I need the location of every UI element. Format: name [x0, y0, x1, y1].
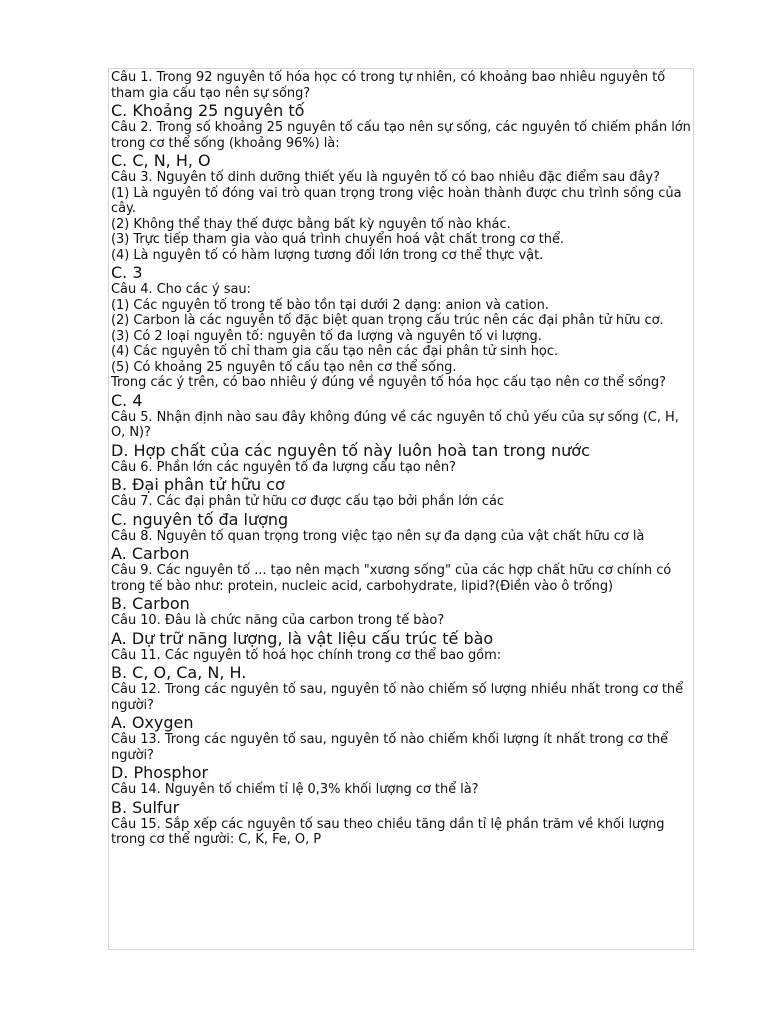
question-11: Câu 11. Các nguyên tố hoá học chính trong cơ thể bao gồm: [111, 647, 502, 663]
answer-12: A. Oxygen [111, 713, 194, 732]
answer-5: D. Hợp chất của các nguyên tố này luôn hoà tan trong nước [111, 440, 590, 460]
answer-1: C. Khoảng 25 nguyên tố [111, 101, 305, 120]
question-9: Câu 9. Các nguyên tố ... tạo nên mạch "xương sống" của các hợp chất hữu cơ chính có trong tế bào như: protein, nucleic acid, carbohydrate, lipid?(Điền vào ô trống) [111, 563, 672, 594]
question-4-option-4: (4) Các nguyên tố chỉ tham gia cấu tạo nên các đại phân tử sinh học. [111, 344, 559, 359]
question-4-option-5: (5) Có khoảng 25 nguyên tố cấu tạo nên cơ thể sống. [111, 359, 457, 375]
question-4-option-1: (1) Các nguyên tố trong tế bào tồn tại dưới 2 dạng: anion và cation. [111, 297, 549, 313]
answer-6: B. Đại phân tử hữu cơ [111, 475, 285, 494]
question-3-option-1: (1) Là nguyên tố đóng vai trò quan trọng trong việc hoàn thành được chu trình sống của cây. [111, 185, 682, 216]
question-14: Câu 14. Nguyên tố chiếm tỉ lệ 0,3% khối lượng cơ thể là? [111, 782, 479, 797]
answer-3: C. 3 [111, 263, 143, 282]
answer-8: A. Carbon [111, 544, 190, 563]
question-4-prompt: Trong các ý trên, có bao nhiêu ý đúng về nguyên tố hóa học cấu tạo nên cơ thể sống? [111, 375, 666, 390]
answer-11: B. C, O, Ca, N, H. [111, 663, 247, 682]
question-4-option-2: (2) Carbon là các nguyên tố đặc biệt quan trọng cấu trúc nên các đại phân tử hữu cơ. [111, 313, 664, 328]
answer-4: C. 4 [111, 390, 143, 410]
answer-7: C. nguyên tố đa lượng [111, 509, 289, 529]
answer-9: B. Carbon [111, 594, 190, 613]
question-3-option-2: (2) Không thể thay thế được bằng bất kỳ nguyên tố nào khác. [111, 216, 511, 232]
question-2: Câu 2. Trong số khoảng 25 nguyên tố cấu tạo nên sự sống, các nguyên tố chiếm phần lớn trong cơ thể sống (khoảng 96%) là: [111, 120, 691, 151]
question-3: Câu 3. Nguyên tố dinh dưỡng thiết yếu là nguyên tố có bao nhiêu đặc điểm sau đây? [111, 170, 660, 185]
document-page [108, 68, 694, 950]
answer-10: A. Dự trữ năng lượng, là vật liệu cấu trúc tế bào [111, 628, 494, 648]
question-5: Câu 5. Nhận định nào sau đây không đúng về các nguyên tố chủ yếu của sự sống (C, H, O, N)? [111, 409, 679, 440]
question-15: Câu 15. Sắp xếp các nguyên tố sau theo chiều tăng dần tỉ lệ phần trăm về khối lượng trong cơ thể người: C, K, Fe, O, P [111, 816, 665, 847]
question-12: Câu 12. Trong các nguyên tố sau, nguyên tố nào chiếm số lượng nhiều nhất trong cơ thể người? [111, 682, 684, 713]
question-1: Câu 1. Trong 92 nguyên tố hóa học có trong tự nhiên, có khoảng bao nhiêu nguyên tố tham gia cấu tạo nên sự sống? [111, 70, 666, 101]
question-8: Câu 8. Nguyên tố quan trọng trong việc tạo nên sự đa dạng của vật chất hữu cơ là [111, 528, 645, 544]
question-3-option-3: (3) Trực tiếp tham gia vào quá trình chuyển hoá vật chất trong cơ thể. [111, 232, 564, 247]
answer-13: D. Phosphor [111, 763, 209, 782]
question-3-option-4: (4) Là nguyên tố có hàm lượng tương đối lớn trong cơ thể thực vật. [111, 247, 544, 263]
question-13: Câu 13. Trong các nguyên tố sau, nguyên tố nào chiếm khối lượng ít nhất trong cơ thể người? [111, 732, 669, 763]
answer-2: C. C, N, H, O [111, 151, 211, 170]
question-4-option-3: (3) Có 2 loại nguyên tố: nguyên tố đa lượng và nguyên tố vi lượng. [111, 328, 542, 344]
question-7: Câu 7. Các đại phân tử hữu cơ được cấu tạo bởi phần lớn các [111, 494, 505, 509]
question-4: Câu 4. Cho các ý sau: [111, 282, 251, 297]
question-10: Câu 10. Đâu là chức năng của carbon trong tế bào? [111, 613, 445, 628]
answer-14: B. Sulfur [111, 797, 180, 817]
question-6: Câu 6. Phần lớn các nguyên tố đa lượng cấu tạo nên? [111, 459, 456, 475]
